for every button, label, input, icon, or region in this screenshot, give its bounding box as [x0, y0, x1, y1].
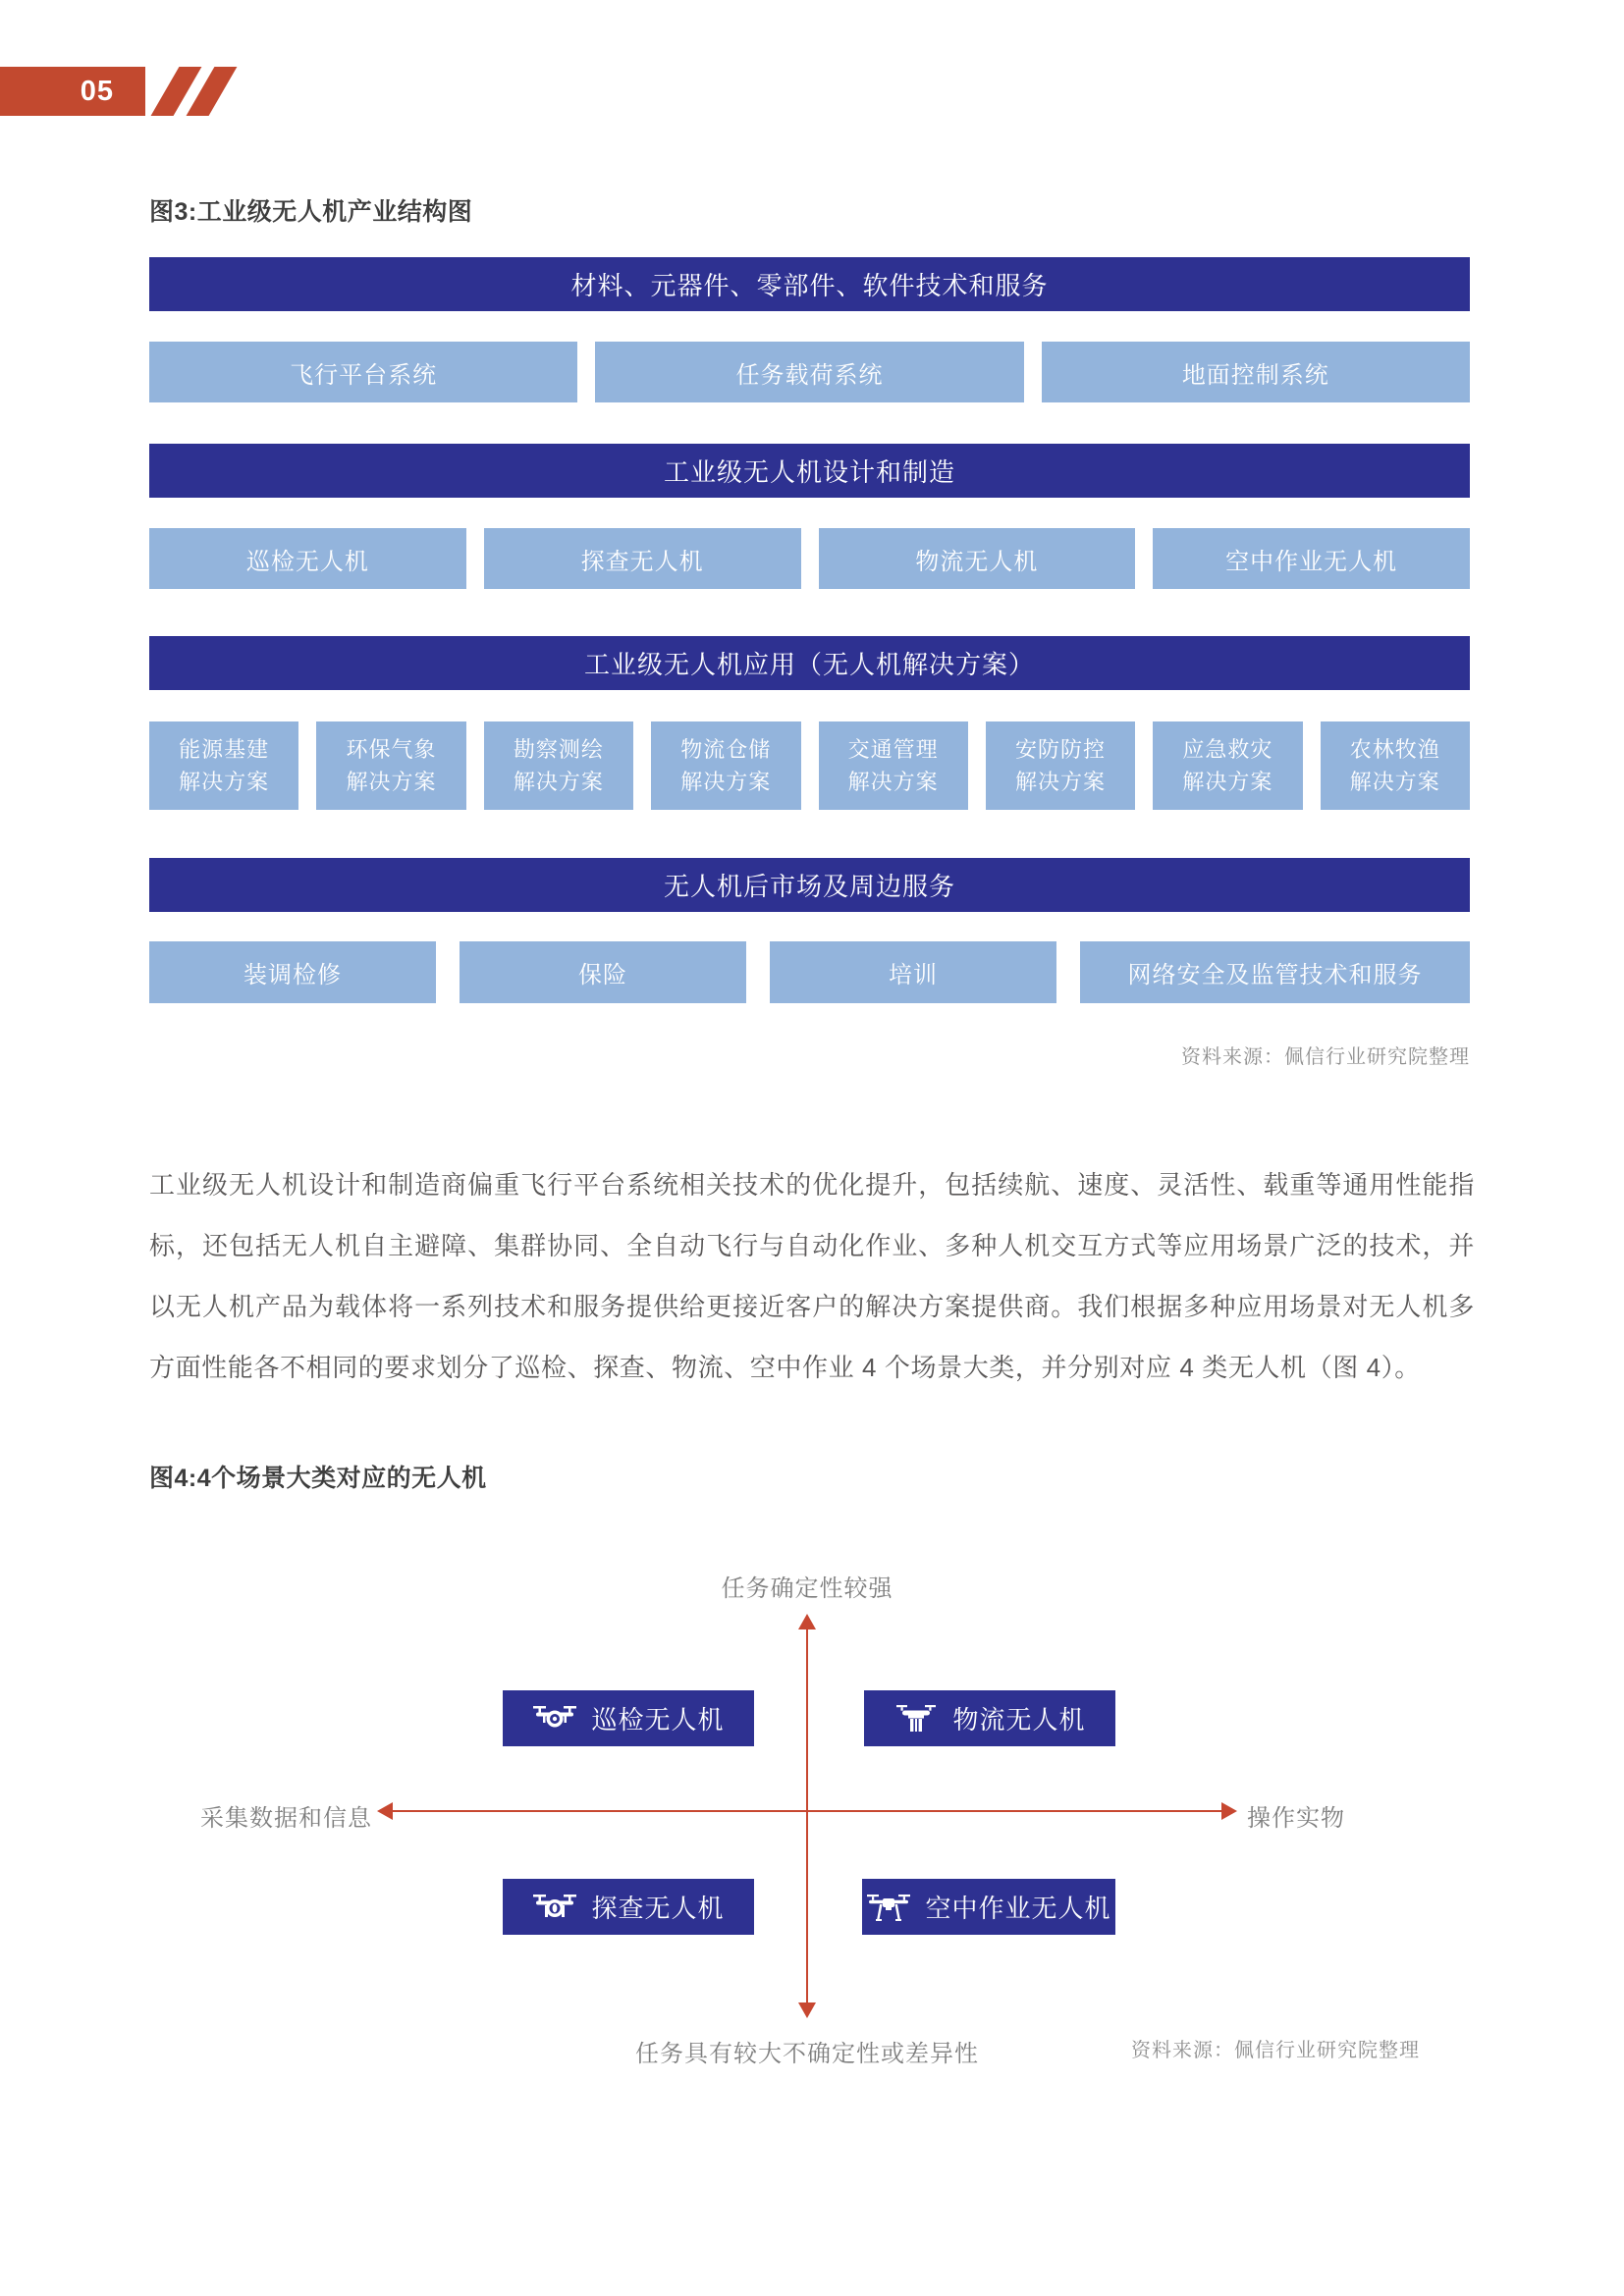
arrow-up-icon [798, 1614, 816, 1629]
assembly-maintenance-cell: 装调检修 [149, 941, 436, 1003]
quadrant-box-label: 探查无人机 [591, 1894, 725, 1923]
solution-line2: 解决方案 [513, 770, 604, 794]
arrow-left-icon [377, 1802, 393, 1820]
vertical-axis-line [806, 1622, 808, 2002]
section-header-design-manufacture: 工业级无人机设计和制造 [149, 444, 1470, 498]
security-control-solution-cell [986, 721, 1135, 810]
survey-mapping-solution-cell [484, 721, 633, 810]
figure4-source: 资料来源：佩信行业研究院整理 [1131, 2040, 1420, 2061]
solutions-row [149, 721, 1470, 810]
aftermarket-row [149, 941, 1470, 1003]
solution-line2: 解决方案 [680, 770, 772, 794]
inspection-drone-cell: 巡检无人机 [149, 528, 466, 589]
quadrant-box-label: 物流无人机 [952, 1705, 1086, 1735]
aerial-operation-drone-cell: 空中作业无人机 [1153, 528, 1470, 589]
flight-platform-cell: 飞行平台系统 [149, 342, 577, 402]
solution-line1: 交通管理 [847, 737, 939, 762]
network-security-cell: 网络安全及监管技术和服务 [1080, 941, 1470, 1003]
training-cell: 培训 [770, 941, 1056, 1003]
exploration-drone-cell: 探查无人机 [484, 528, 801, 589]
solution-line1: 环保气象 [346, 737, 437, 762]
figure3-source: 资料来源：佩信行业研究院整理 [1181, 1046, 1470, 1068]
quadrant-box-label: 巡检无人机 [591, 1705, 725, 1735]
energy-infra-solution-cell [149, 721, 298, 810]
aerial-operation-drone-icon [866, 1892, 911, 1923]
arrow-right-icon [1221, 1802, 1237, 1820]
traffic-management-solution-cell [819, 721, 968, 810]
page-number-badge [0, 67, 145, 116]
insurance-cell: 保险 [460, 941, 746, 1003]
logistics-drone-icon [893, 1703, 939, 1735]
emergency-rescue-solution-cell [1153, 721, 1302, 810]
agriculture-solution-cell [1321, 721, 1470, 810]
section-header-applications: 工业级无人机应用（无人机解决方案） [149, 636, 1470, 690]
quadrant-box-logistics-drone [864, 1690, 1115, 1746]
section-header-materials: 材料、元器件、零部件、软件技术和服务 [149, 257, 1470, 311]
figure3-title: 图3:工业级无人机产业结构图 [149, 198, 473, 226]
horizontal-axis-line [391, 1810, 1221, 1812]
axis-label-right: 操作实物 [1247, 1805, 1345, 1832]
solution-line2: 解决方案 [1015, 770, 1107, 794]
axis-label-top: 任务确定性较强 [721, 1575, 893, 1602]
quadrant-box-label: 空中作业无人机 [925, 1894, 1111, 1923]
exploration-drone-icon [532, 1892, 577, 1923]
ground-control-cell: 地面控制系统 [1042, 342, 1470, 402]
solution-line2: 解决方案 [1349, 770, 1440, 794]
axis-label-left: 采集数据和信息 [200, 1805, 372, 1832]
solution-line1: 能源基建 [179, 737, 270, 762]
solution-line1: 勘察测绘 [513, 737, 604, 762]
figure3-industry-structure-diagram [149, 257, 1470, 1069]
solution-line2: 解决方案 [346, 770, 437, 794]
inspection-drone-icon [532, 1703, 577, 1735]
body-paragraph: 工业级无人机设计和制造商偏重飞行平台系统相关技术的优化提升，包括续航、速度、灵活性、载重等通用性能指标，还包括无人机自主避障、集群协同、全自动飞行与自动化作业、多种人机交互方式等应用场景广泛的技术，并以无人机产品为载体将一系列技术和服务提供给更接近客户的解决方案提供商。我们根据多种应用场景对无人机多方面性能各不相同的要求划分了巡检、探查、物流、空中作业 4 个场景大类，并分别对应 4 类无人机（图 4）。 [149, 1170, 1475, 1382]
solution-line1: 应急救灾 [1182, 737, 1273, 762]
logistics-drone-cell: 物流无人机 [819, 528, 1136, 589]
drone-types-row [149, 528, 1470, 589]
figure4-title: 图4:4个场景大类对应的无人机 [149, 1465, 487, 1492]
section-header-aftermarket: 无人机后市场及周边服务 [149, 858, 1470, 912]
page-number: 05 [80, 75, 114, 107]
arrow-down-icon [798, 2002, 816, 2018]
logistics-warehouse-solution-cell [651, 721, 800, 810]
solution-line2: 解决方案 [179, 770, 270, 794]
solution-line1: 安防防控 [1015, 737, 1107, 762]
solution-line2: 解决方案 [847, 770, 939, 794]
solution-line1: 农林牧渔 [1349, 737, 1440, 762]
mission-payload-cell: 任务载荷系统 [595, 342, 1023, 402]
solution-line1: 物流仓储 [680, 737, 772, 762]
solution-line2: 解决方案 [1182, 770, 1273, 794]
quadrant-box-inspection-drone [503, 1690, 754, 1746]
quadrant-box-exploration-drone [503, 1879, 754, 1935]
environment-weather-solution-cell [316, 721, 465, 810]
quadrant-box-aerial-operation-drone [862, 1879, 1115, 1935]
axis-label-bottom: 任务具有较大不确定性或差异性 [635, 2041, 979, 2067]
systems-row [149, 342, 1470, 402]
